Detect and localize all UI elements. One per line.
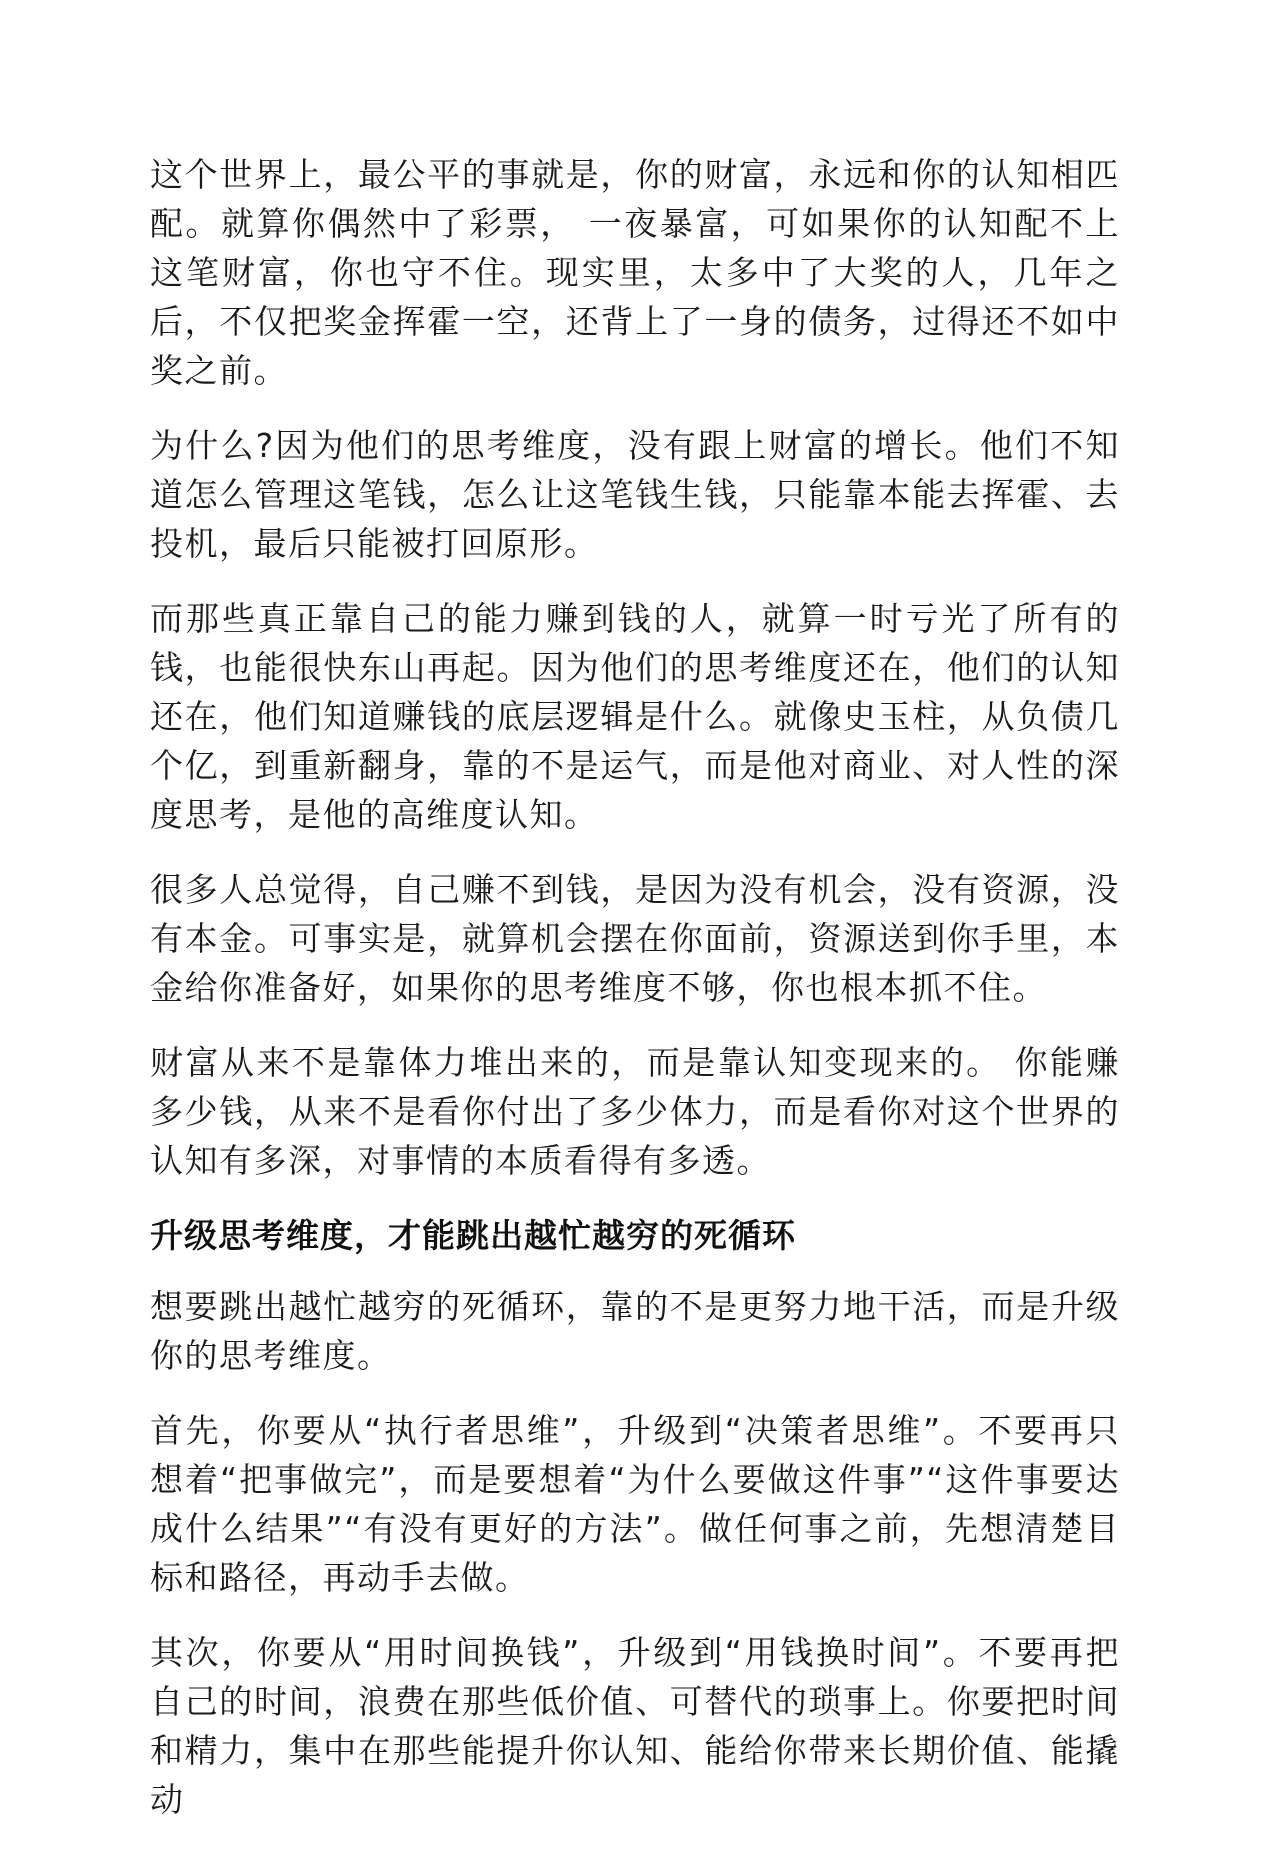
paragraph-money-for-time: 其次，你要从“用时间换钱”，升级到“用钱换时间”。不要再把自己的时间，浪费在那些低价值、可替代的琐事上。你要把时间和精力，集中在那些能提升你认知、能给你带来长期价值、能撬动 (150, 1633, 1120, 1819)
section-heading: 升级思考维度，才能跳出越忙越穷的死循环 (150, 1216, 796, 1255)
paragraph-comeback: 而那些真正靠自己的能力赚到钱的人，就算一时亏光了所有的钱，也能很快东山再起。因为他们的思考维度还在，他们的认知还在，他们知道赚钱的底层逻辑是什么。就像史玉柱，从负债几个亿，到重新翻身，靠的不是运气，而是他对商业、对人性的深度思考，是他的高维度认知。 (150, 599, 1120, 834)
paragraph-wealth-matches-cognition: 这个世界上，最公平的事就是，你的财富，永远和你的认知相匹配。就算你偶然中了彩票， 一夜暴富，可如果你的认知配不上这笔财富，你也守不住。现实里，太多中了大奖的人，几年之后，不仅把奖金挥霍一空，还背上了一身的债务，过得还不如中奖之前。 (150, 155, 1120, 390)
paragraph-cognition-monetized: 财富从来不是靠体力堆出来的，而是靠认知变现来的。 你能赚多少钱，从来不是看你付出了多少体力，而是看你对这个世界的认知有多深，对事情的本质看得有多透。 (150, 1043, 1120, 1180)
paragraph-why-lose-wealth: 为什么?因为他们的思考维度，没有跟上财富的增长。他们不知道怎么管理这笔钱，怎么让这笔钱生钱，只能靠本能去挥霍、去投机，最后只能被打回原形。 (150, 426, 1120, 563)
paragraph-no-opportunity: 很多人总觉得，自己赚不到钱，是因为没有机会，没有资源，没有本金。可事实是，就算机会摆在你面前，资源送到你手里，本金给你准备好，如果你的思考维度不够，你也根本抓不住。 (150, 870, 1120, 1007)
paragraph-upgrade-thinking: 想要跳出越忙越穷的死循环，靠的不是更努力地干活，而是升级你的思考维度。 (150, 1287, 1120, 1375)
paragraph-decision-maker: 首先，你要从“执行者思维”，升级到“决策者思维”。不要再只想着“把事做完”，而是要想着“为什么要做这件事”“这件事要达成什么结果”“有没有更好的方法”。做任何事之前，先想清楚目标和路径，再动手去做。 (150, 1411, 1120, 1597)
document-page (150, 150, 1120, 1850)
